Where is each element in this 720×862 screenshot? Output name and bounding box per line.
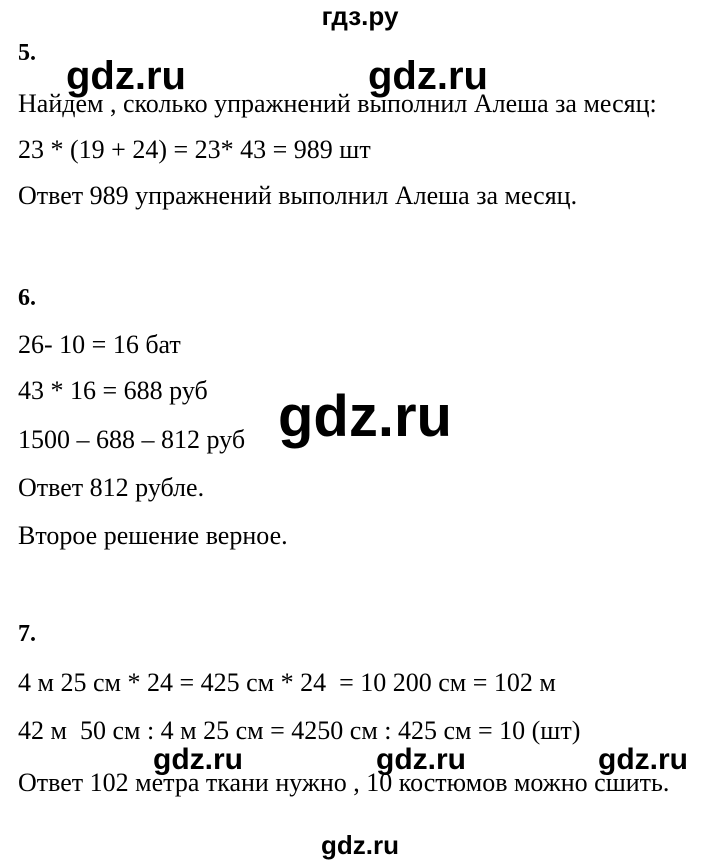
solution-line: 1500 – 688 – 812 руб [18, 425, 246, 454]
solution-line: Ответ 102 метра ткани нужно , 10 костюмов можно сшить. [18, 768, 670, 797]
solution-line: Ответ 989 упражнений выполнил Алеша за месяц. [18, 181, 578, 210]
solution-line: 26- 10 = 16 бат [18, 330, 181, 359]
solution-line: 4 м 25 см * 24 = 425 см * 24 = 10 200 см = 102 м [18, 668, 556, 697]
solution-line: Второе решение верное. [18, 521, 288, 550]
solution-line: 23 * (19 + 24) = 23* 43 = 989 шт [18, 135, 371, 164]
solution-line: 42 м 50 см : 4 м 25 см = 4250 см : 425 см = 10 (шт) [18, 716, 581, 745]
gdz-watermark: gdz.ru [278, 384, 452, 449]
section-number-7: 7. [18, 621, 36, 647]
site-logo-header: гдз.ру [321, 1, 399, 31]
site-logo-footer: gdz.ru [321, 830, 399, 860]
section-number-5: 5. [18, 40, 36, 66]
section-number-6: 6. [18, 285, 36, 311]
solution-line: Найдем , сколько упражнений выполнил Алеша за месяц: [18, 89, 657, 118]
solution-line: 43 * 16 = 688 руб [18, 376, 208, 405]
gdz-watermark: gdz.ru [368, 54, 488, 98]
solution-line: Ответ 812 рубле. [18, 473, 205, 502]
gdz-watermark: gdz.ru [598, 743, 688, 776]
gdz-watermark: gdz.ru [153, 743, 243, 776]
gdz-watermark: gdz.ru [66, 54, 186, 98]
gdz-watermark: gdz.ru [376, 743, 466, 776]
